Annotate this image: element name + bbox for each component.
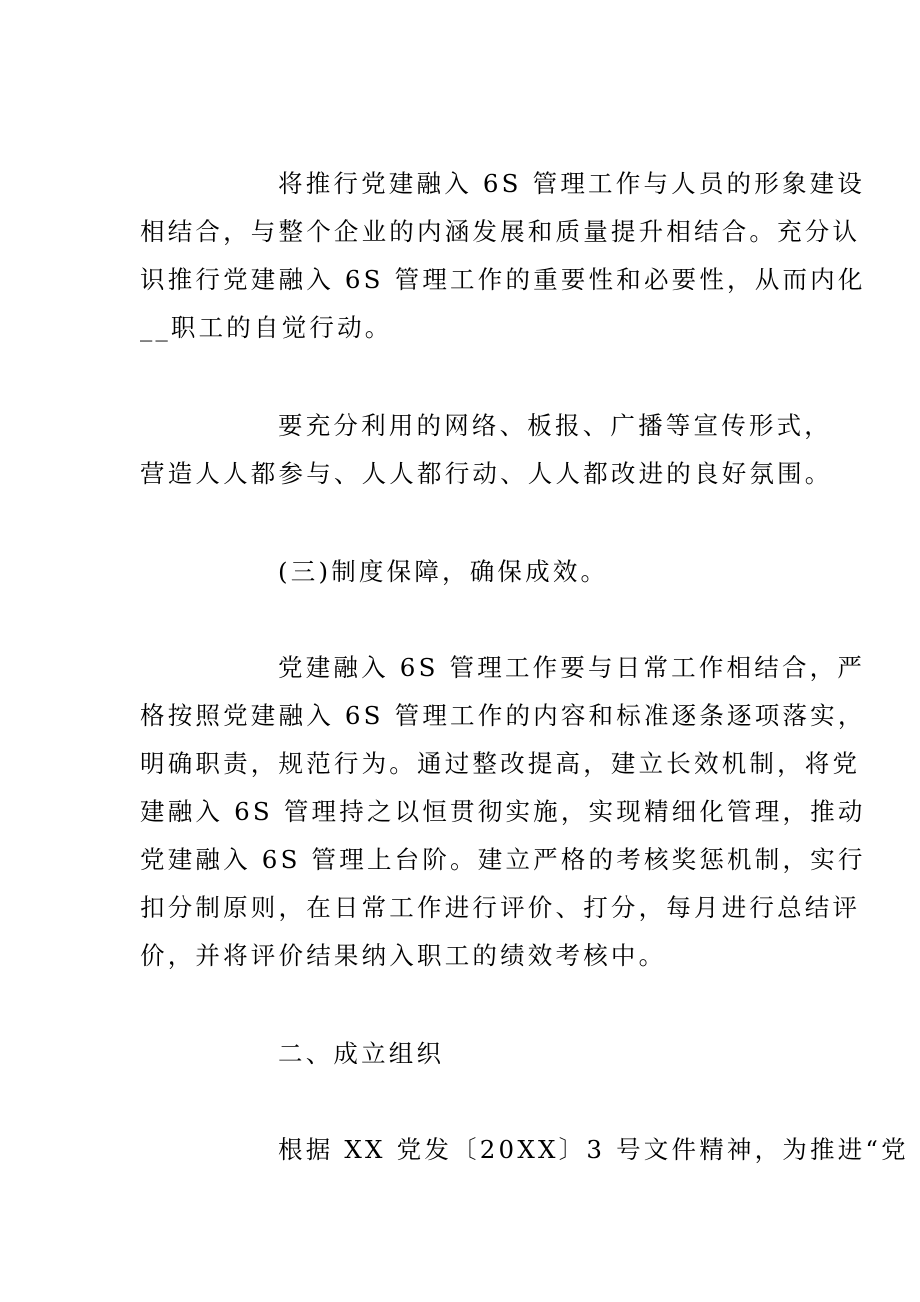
paragraph-1-line-2: 相结合，与整个企业的内涵发展和质量提升相结合。充分认	[140, 217, 861, 246]
paragraph-3-line-3: 明确职责，规范行为。通过整改提高，建立长效机制，将党	[140, 749, 861, 778]
paragraph-2-line-1: 要充分利用的网络、板报、广播等宣传形式，	[278, 411, 832, 440]
paragraph-3-line-4: 建融入 6S 管理持之以恒贯彻实施，实现精细化管理，推动	[140, 797, 866, 826]
paragraph-2-line-2: 营造人人都参与、人人都行动、人人都改进的良好氛围。	[140, 459, 833, 488]
paragraph-3-line-5: 党建融入 6S 管理上台阶。建立严格的考核奖惩机制，实行	[140, 845, 866, 874]
section-heading-3: (三)制度保障，确保成效。	[278, 557, 609, 586]
paragraph-3-line-1: 党建融入 6S 管理工作要与日常工作相结合，严	[278, 653, 866, 682]
paragraph-1-line-1: 将推行党建融入 6S 管理工作与人员的形象建设	[278, 169, 866, 198]
paragraph-3-line-2: 格按照党建融入 6S 管理工作的内容和标准逐条逐项落实，	[140, 701, 866, 730]
paragraph-1-line-4: __职工的自觉行动。	[140, 313, 393, 342]
paragraph-3-line-7: 价，并将评价结果纳入职工的绩效考核中。	[140, 941, 667, 970]
paragraph-4-line-1: 根据 XX 党发〔20XX〕3 号文件精神，为推进“党	[278, 1135, 909, 1164]
section-heading-2: 二、成立组织	[278, 1039, 445, 1068]
paragraph-1-line-3: 识推行党建融入 6S 管理工作的重要性和必要性，从而内化	[140, 265, 866, 294]
paragraph-3-line-6: 扣分制原则，在日常工作进行评价、打分，每月进行总结评	[140, 893, 861, 922]
